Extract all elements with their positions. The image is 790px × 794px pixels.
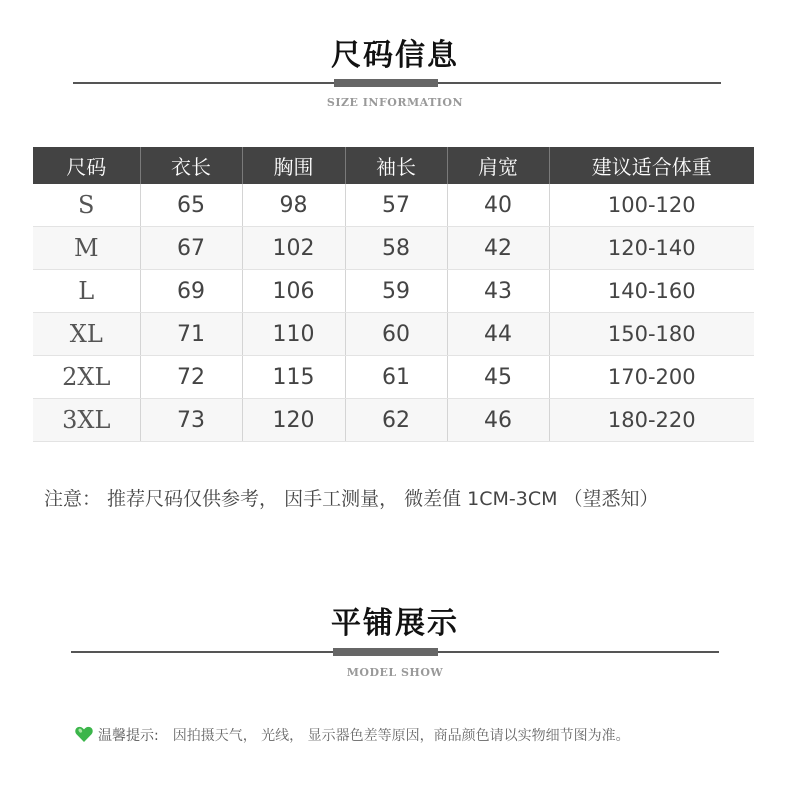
length-cell: 73 — [140, 399, 242, 442]
length-cell: 69 — [140, 270, 242, 313]
size-info-accent-bar — [334, 79, 438, 87]
chest-cell: 120 — [242, 399, 345, 442]
sleeve-cell: 58 — [345, 227, 447, 270]
table-row — [33, 184, 754, 227]
header-shoulder: 肩宽 — [447, 147, 549, 184]
shoulder-cell: 40 — [447, 184, 549, 227]
shoulder-cell: 43 — [447, 270, 549, 313]
length-cell: 67 — [140, 227, 242, 270]
sleeve-cell: 57 — [345, 184, 447, 227]
chest-cell: 110 — [242, 313, 345, 356]
warm-tip — [74, 724, 630, 745]
tip-text: 因拍摄天气， 光线， 显示器色差等原因，商品颜色请以实物细节图为准。 — [172, 728, 630, 744]
sleeve-cell: 61 — [345, 356, 447, 399]
size-cell: S — [33, 184, 140, 227]
sleeve-cell: 59 — [345, 270, 447, 313]
header-chest: 胸围 — [242, 147, 345, 184]
chest-cell: 115 — [242, 356, 345, 399]
weight-cell: 100-120 — [549, 184, 754, 227]
size-cell: XL — [33, 313, 140, 356]
model-show-subtitle: MODEL SHOW — [346, 666, 444, 679]
table-row — [33, 313, 754, 356]
table-header-row — [33, 147, 754, 184]
size-info-subtitle: SIZE INFORMATION — [326, 96, 464, 109]
chest-cell: 102 — [242, 227, 345, 270]
sleeve-cell: 62 — [345, 399, 447, 442]
table-row — [33, 356, 754, 399]
shoulder-cell: 42 — [447, 227, 549, 270]
header-length: 衣长 — [140, 147, 242, 184]
table-row — [33, 227, 754, 270]
table-row — [33, 399, 754, 442]
shoulder-cell: 46 — [447, 399, 549, 442]
size-info-title: 尺码信息 — [331, 38, 459, 73]
length-cell: 72 — [140, 356, 242, 399]
shoulder-cell: 44 — [447, 313, 549, 356]
weight-cell: 150-180 — [549, 313, 754, 356]
tip-label: 温馨提示: — [98, 728, 159, 744]
size-table — [33, 147, 754, 442]
size-cell: 2XL — [33, 356, 140, 399]
length-cell: 71 — [140, 313, 242, 356]
length-cell: 65 — [140, 184, 242, 227]
green-heart-icon — [74, 724, 94, 744]
weight-cell: 120-140 — [549, 227, 754, 270]
header-weight: 建议适合体重 — [549, 147, 754, 184]
table-row — [33, 270, 754, 313]
weight-cell: 180-220 — [549, 399, 754, 442]
header-sleeve: 袖长 — [345, 147, 447, 184]
size-cell: L — [33, 270, 140, 313]
size-cell: M — [33, 227, 140, 270]
size-cell: 3XL — [33, 399, 140, 442]
sleeve-cell: 60 — [345, 313, 447, 356]
chest-cell: 98 — [242, 184, 345, 227]
model-show-accent-bar — [333, 648, 438, 656]
shoulder-cell: 45 — [447, 356, 549, 399]
model-show-title: 平铺展示 — [331, 606, 459, 641]
chest-cell: 106 — [242, 270, 345, 313]
measurement-note: 注意： 推荐尺码仅供参考， 因手工测量， 微差值 1CM-3CM （望悉知） — [44, 488, 659, 510]
header-size: 尺码 — [33, 147, 140, 184]
weight-cell: 140-160 — [549, 270, 754, 313]
weight-cell: 170-200 — [549, 356, 754, 399]
